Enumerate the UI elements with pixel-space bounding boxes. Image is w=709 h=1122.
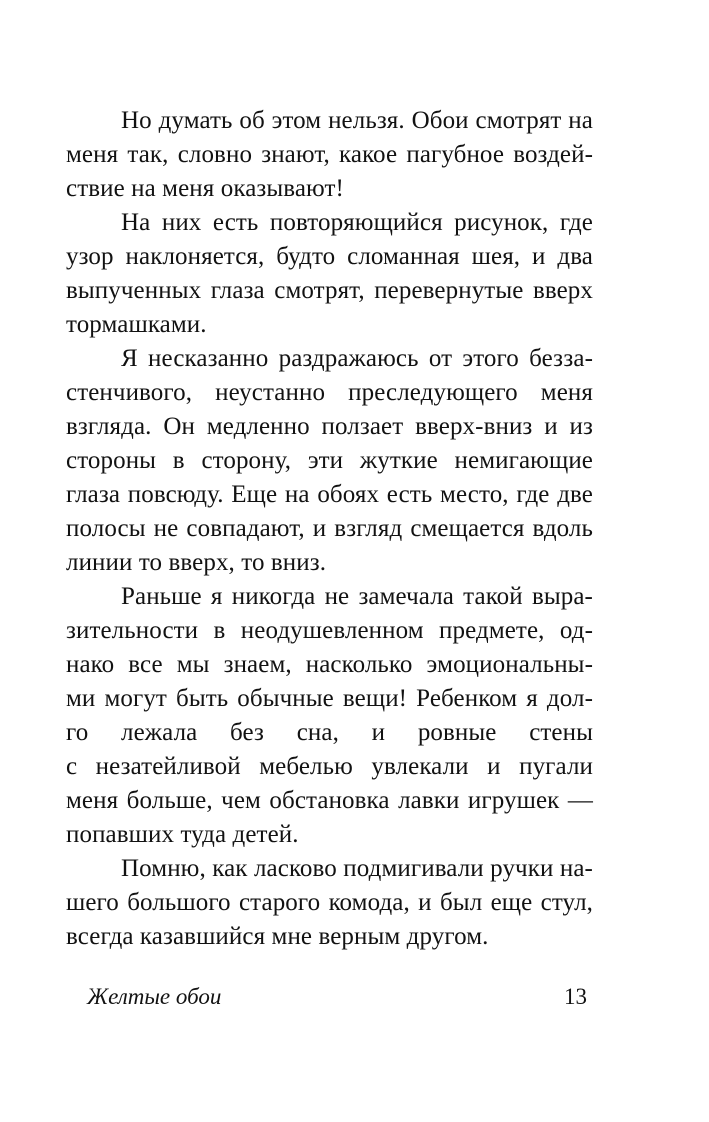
text-line: глаза повсюду. Еще на обоях есть место, где две xyxy=(66,481,593,508)
text-line: полосы не совпадают, и взгляд смещается вдоль xyxy=(66,515,593,542)
text-line: взгляда. Он медленно ползает вверх-вниз и из xyxy=(66,413,593,440)
text-line: всегда казавшийся мне верным другом. xyxy=(66,923,489,950)
text-line: ствие на меня оказывают! xyxy=(66,175,344,202)
text-line: меня больше, чем обстановка лавки игрушек — xyxy=(66,787,593,814)
paragraph xyxy=(66,580,593,852)
text-line: линии то вверх, то вниз. xyxy=(66,549,327,576)
text-line: с незатейливой мебелью увлекали и пугали xyxy=(66,753,593,780)
page-number: 13 xyxy=(564,984,587,1009)
text-line: тормашками. xyxy=(66,311,207,338)
text-line: Но думать об этом нельзя. Обои смотрят на xyxy=(121,107,593,134)
text-line: попавших туда детей. xyxy=(66,821,299,848)
text-line: шего большого старого комода, и был еще стул, xyxy=(66,889,593,916)
page-text xyxy=(66,104,593,954)
text-line: выпученных глаза смотрят, перевернутые вверх xyxy=(66,277,593,304)
text-line: стенчивого, неустанно преследующего меня xyxy=(66,379,593,406)
text-line: На них есть повторяющийся рисунок, где xyxy=(121,209,593,236)
paragraph xyxy=(66,104,593,206)
text-line: Раньше я никогда не замечала такой выра- xyxy=(121,583,593,610)
text-line: зительности в неодушевленном предмете, од- xyxy=(66,617,593,644)
running-title: Желтые обои xyxy=(87,984,222,1009)
text-line: ми могут быть обычные вещи! Ребенком я дол- xyxy=(66,685,593,712)
text-line: стороны в сторону, эти жуткие немигающие xyxy=(66,447,593,474)
text-line: Помню, как ласково подмигивали ручки на- xyxy=(121,855,593,882)
text-line: Я несказанно раздражаюсь от этого безза- xyxy=(121,345,593,372)
paragraph xyxy=(66,342,593,580)
paragraph xyxy=(66,206,593,342)
paragraph xyxy=(66,852,593,954)
text-line: меня так, словно знают, какое пагубное воздей- xyxy=(66,141,593,168)
page-footer xyxy=(66,983,593,1011)
text-line: го лежала без сна, и ровные стены xyxy=(66,719,593,746)
text-line: узор наклоняется, будто сломанная шея, и два xyxy=(66,243,593,270)
text-line: нако все мы знаем, насколько эмоциональны- xyxy=(66,651,593,678)
